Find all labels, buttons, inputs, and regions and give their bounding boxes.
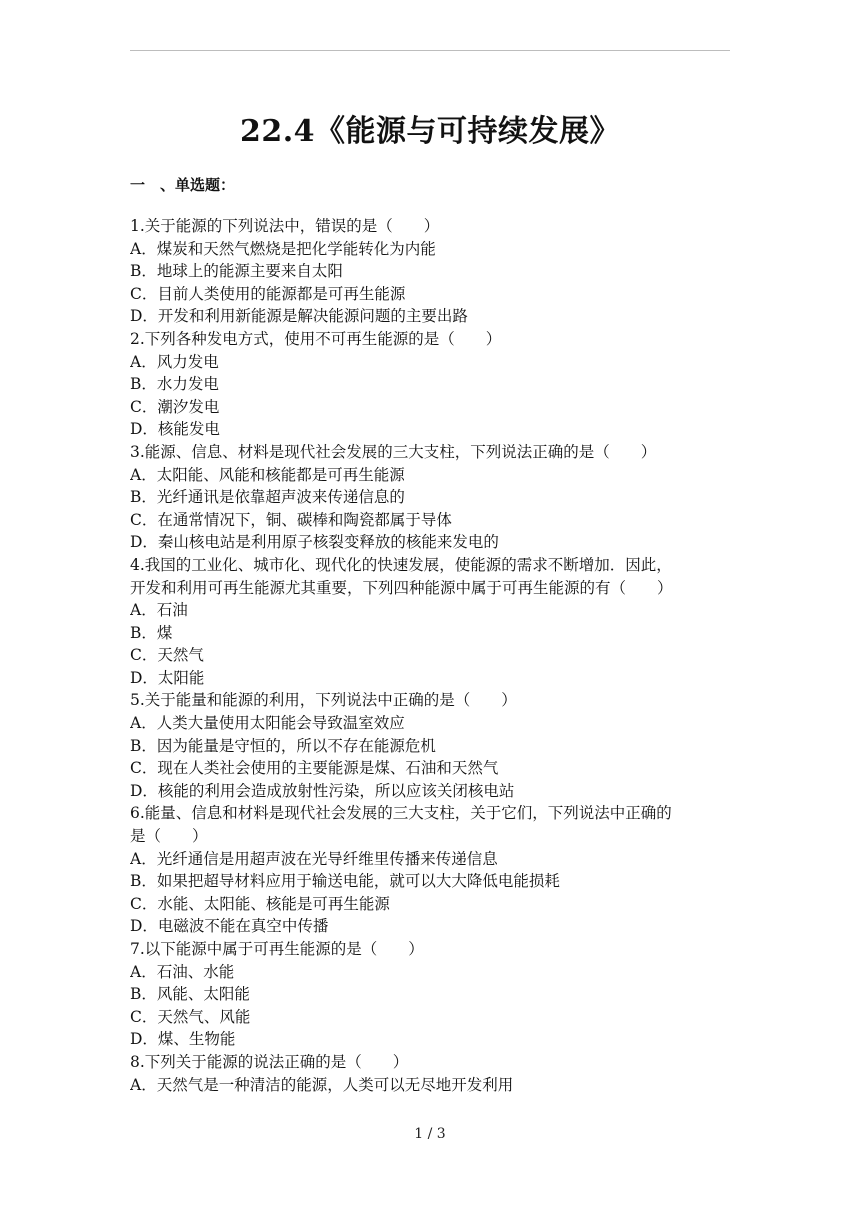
question-stem: 4.我国的工业化、城市化、现代化的快速发展，使能源的需求不断增加．因此， <box>130 555 672 574</box>
answer-option: B．风能、太阳能 <box>130 985 250 1004</box>
answer-option: B．光纤通讯是依靠超声波来传递信息的 <box>130 488 405 507</box>
answer-option: B．如果把超导材料应用于输送电能，就可以大大降低电能损耗 <box>130 872 560 891</box>
answer-option: D．煤、生物能 <box>130 1030 236 1049</box>
question-stem: 1.关于能源的下列说法中，错误的是（ ） <box>130 217 440 235</box>
answer-option: C．目前人类使用的能源都是可再生能源 <box>130 284 406 303</box>
answer-option: A．天然气是一种清洁的能源，人类可以无尽地开发利用 <box>130 1075 514 1094</box>
text-line: 是（ ） <box>130 827 208 846</box>
question-stem: 6.能量、信息和材料是现代社会发展的三大支柱，关于它们，下列说法中正确的 <box>130 804 672 823</box>
answer-option: A．石油 <box>130 601 188 620</box>
answer-option: A．煤炭和天然气燃烧是把化学能转化为内能 <box>130 239 436 258</box>
answer-option: C．在通常情况下，铜、碳棒和陶瓷都属于导体 <box>130 510 452 529</box>
answer-option: D．太阳能 <box>130 668 205 687</box>
answer-option: A．风力发电 <box>130 352 219 371</box>
page-title: 22.4《能源与可持续发展》 <box>239 114 621 149</box>
question-stem: 3.能源、信息、材料是现代社会发展的三大支柱，下列说法正确的是（ ） <box>130 442 657 461</box>
answer-option: B．水力发电 <box>130 375 219 394</box>
answer-option: D．核能发电 <box>130 420 220 439</box>
answer-option: A．光纤通信是用超声波在光导纤维里传播来传递信息 <box>130 849 498 868</box>
answer-option: D．核能的利用会造成放射性污染，所以应该关闭核电站 <box>130 781 515 800</box>
question-stem: 5.关于能量和能源的利用，下列说法中正确的是（ ） <box>130 691 517 710</box>
answer-option: B．地球上的能源主要来自太阳 <box>130 262 343 281</box>
page-number: 1 / 3 <box>414 1126 446 1142</box>
answer-option: B．因为能量是守恒的，所以不存在能源危机 <box>130 736 436 755</box>
question-stem: 8.下列关于能源的说法正确的是（ ） <box>130 1052 409 1071</box>
answer-option: D．开发和利用新能源是解决能源问题的主要出路 <box>130 307 468 326</box>
answer-option: D．秦山核电站是利用原子核裂变释放的核能来发电的 <box>130 533 499 552</box>
text-line: 开发和利用可再生能源尤其重要，下列四种能源中属于可再生能源的有（ ） <box>130 578 673 597</box>
answer-option: C．潮汐发电 <box>130 397 220 416</box>
section-heading: 一 、单选题： <box>130 176 236 194</box>
answer-option: C．现在人类社会使用的主要能源是煤、石油和天然气 <box>130 759 499 778</box>
answer-option: A．太阳能、风能和核能都是可再生能源 <box>130 465 405 484</box>
answer-option: C．天然气 <box>130 646 204 665</box>
answer-option: B．煤 <box>130 623 173 642</box>
answer-option: C．天然气、风能 <box>130 1007 251 1026</box>
question-stem: 7.以下能源中属于可再生能源的是（ ） <box>130 940 424 958</box>
answer-option: A．人类大量使用太阳能会导致温室效应 <box>130 714 405 733</box>
answer-option: D．电磁波不能在真空中传播 <box>130 917 329 936</box>
answer-option: A．石油、水能 <box>130 962 235 981</box>
header-rule <box>130 50 730 51</box>
question-stem: 2.下列各种发电方式，使用不可再生能源的是（ ） <box>130 329 502 348</box>
answer-option: C．水能、太阳能、核能是可再生能源 <box>130 894 390 913</box>
question-list <box>130 215 732 1096</box>
